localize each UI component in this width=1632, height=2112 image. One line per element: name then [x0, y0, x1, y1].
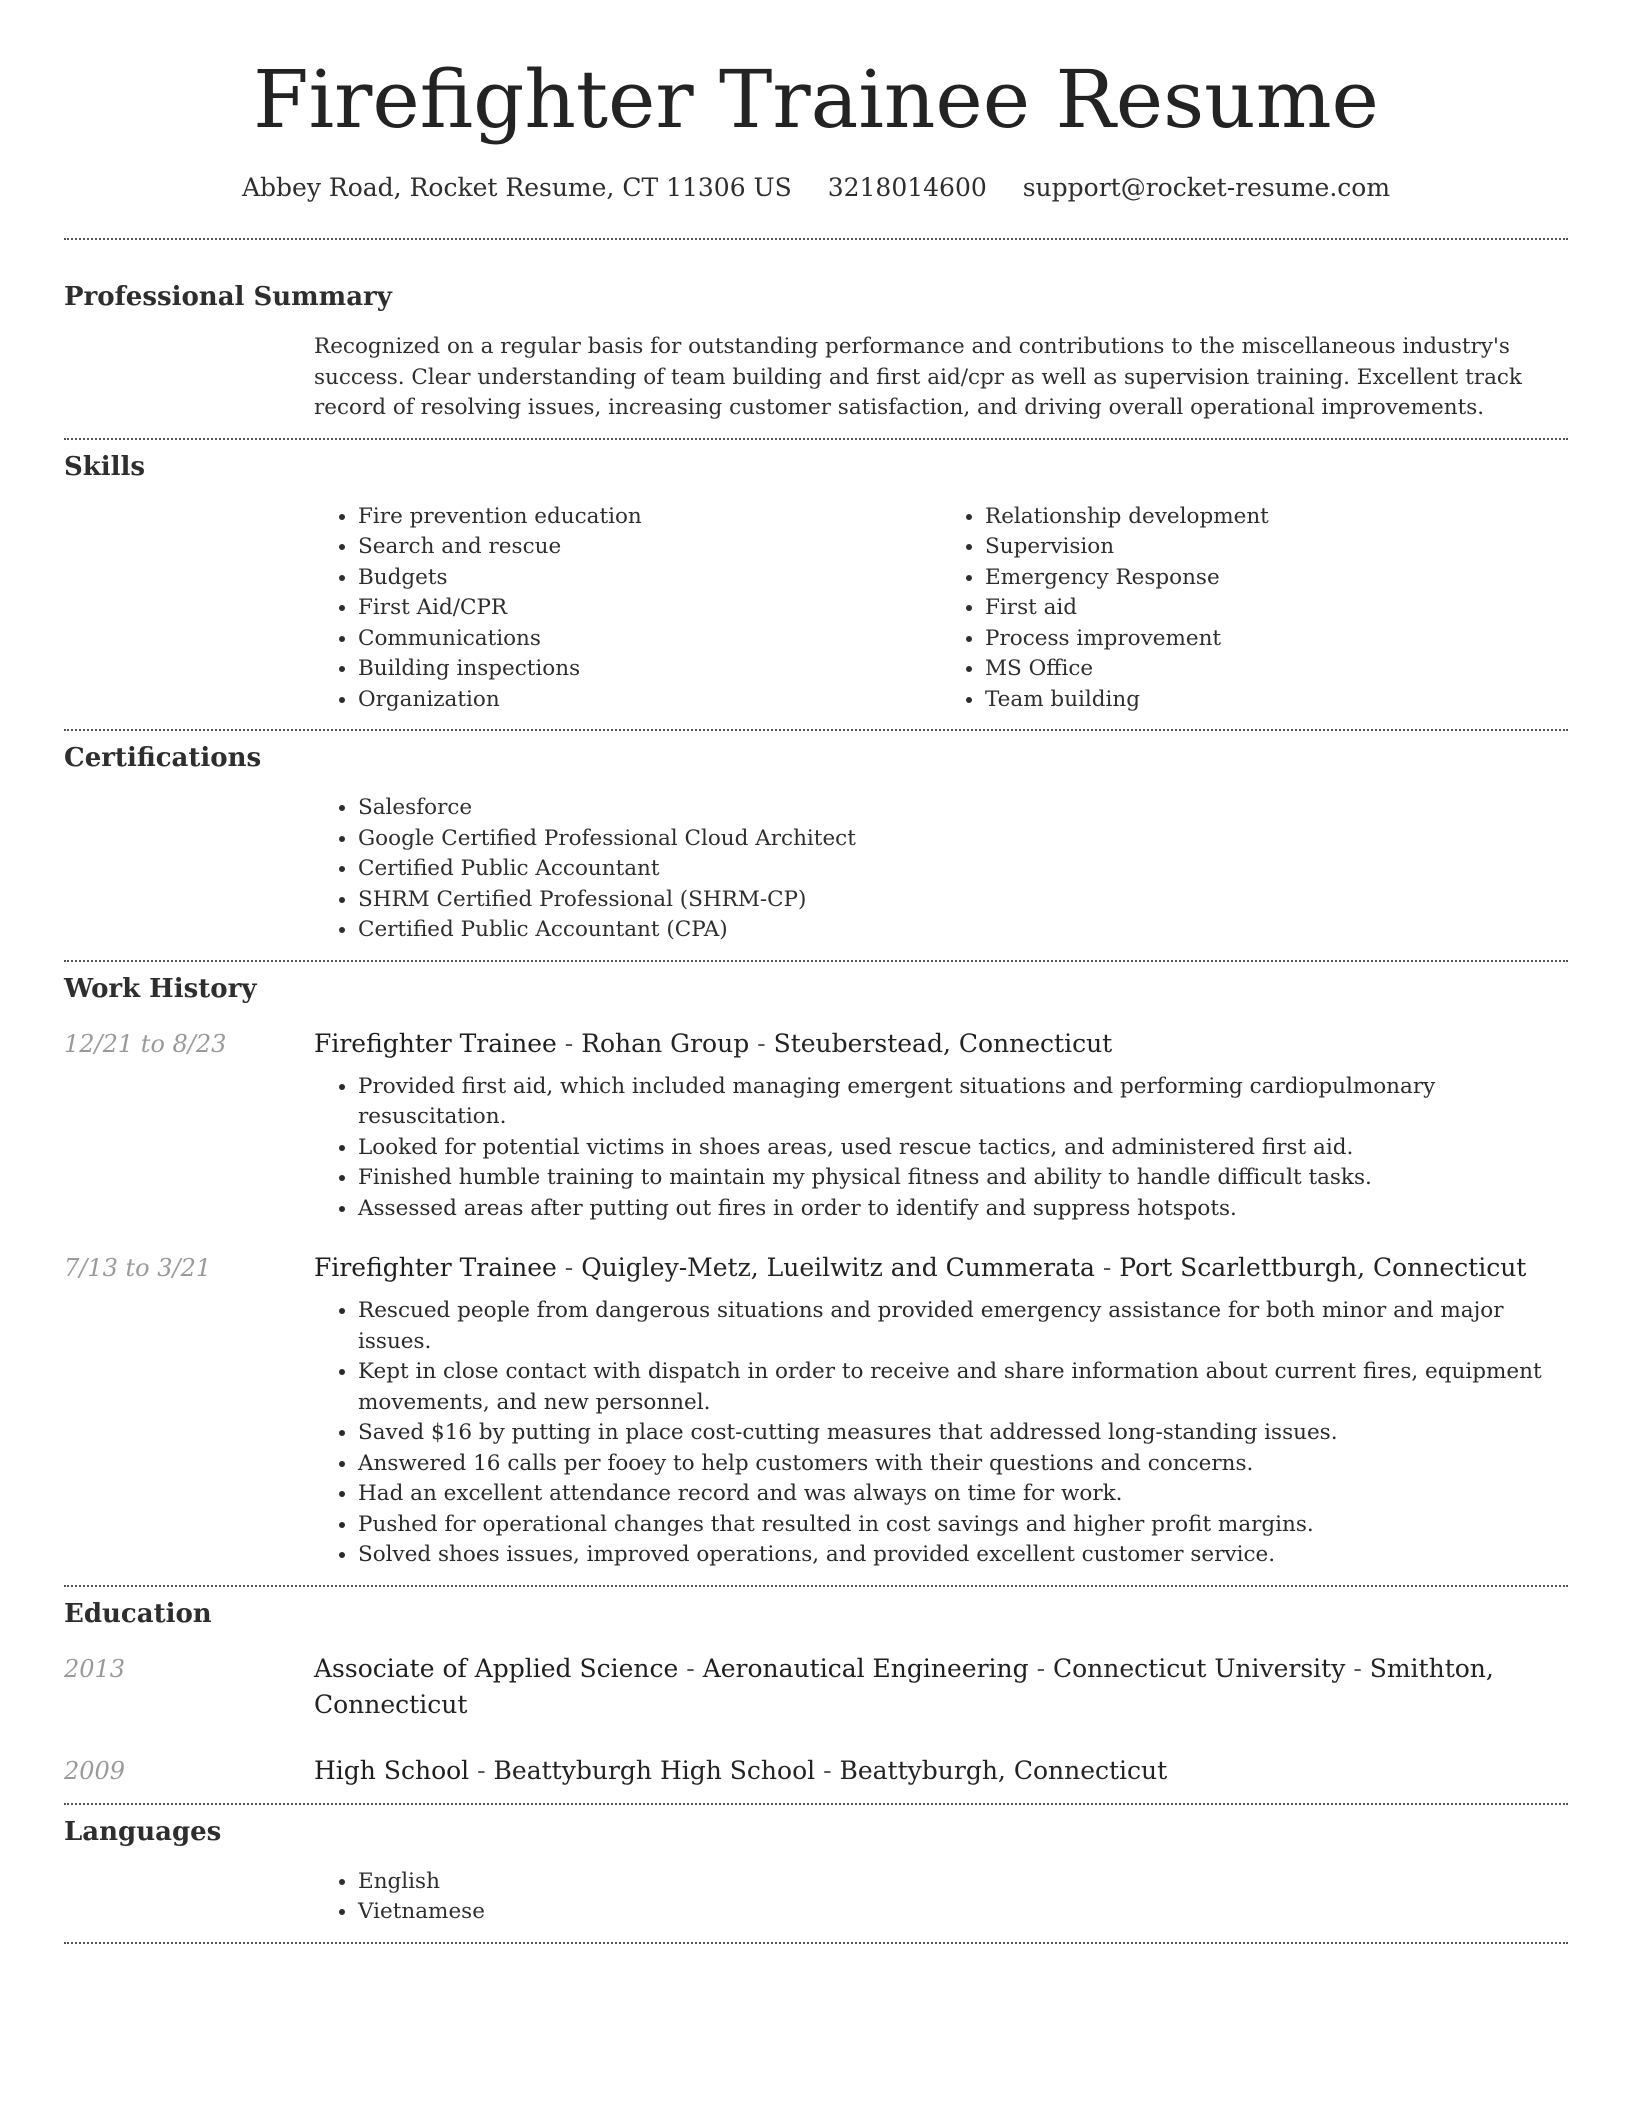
skills-section — [64, 450, 1568, 716]
section-divider — [64, 1942, 1568, 1944]
job-company: Rohan Group — [581, 1028, 750, 1058]
education-school: Connecticut University — [1053, 1653, 1346, 1683]
skill-item: • Budgets — [358, 563, 941, 594]
job-heading: Firefighter Trainee - Rohan Group - Steuberstead, Connecticut — [314, 1028, 1113, 1058]
section-divider — [64, 729, 1568, 731]
certifications-section — [64, 741, 1568, 946]
job-bullets — [314, 1072, 1568, 1225]
work-history-section — [64, 972, 1568, 1571]
job-bullet: • Had an excellent attendance record and was always on time for work. — [358, 1479, 1568, 1510]
job-header — [64, 1026, 1568, 1062]
skill-item: • First aid — [985, 593, 1568, 624]
contact-address: Abbey Road, Rocket Resume, CT 11306 US — [241, 173, 792, 202]
job-header — [64, 1250, 1568, 1286]
job-bullet: • Assessed areas after putting out fires in order to identify and suppress hotspots. — [358, 1194, 1568, 1225]
skill-item: • Process improvement — [985, 624, 1568, 655]
job-location: Steuberstead, Connecticut — [773, 1028, 1113, 1058]
job-bullet: • Looked for potential victims in shoes areas, used rescue tactics, and administered first aid. — [358, 1133, 1568, 1164]
job-title: Firefighter Trainee — [314, 1028, 557, 1058]
education-location: Smithton, Connecticut — [314, 1653, 1494, 1719]
education-heading-line: Associate of Applied Science - Aeronautical Engineering - Connecticut University - Smithton, Connecticut — [314, 1653, 1494, 1719]
education-entry — [64, 1753, 1568, 1789]
summary-text: Recognized on a regular basis for outstanding performance and contributions to the miscellaneous industry's success. Clear understanding of team building and first aid/cpr as well as supervision training. Excellent track record of resolving issues, increasing customer satisfaction, and driving overall operational improvements. — [314, 334, 1522, 420]
section-divider — [64, 238, 1568, 240]
job-entry — [64, 1250, 1568, 1571]
job-dates: 7/13 to 3/21 — [64, 1254, 212, 1282]
education-location: Beattyburgh, Connecticut — [839, 1755, 1168, 1785]
job-bullet: • Finished humble training to maintain my physical fitness and ability to handle difficult tasks. — [358, 1163, 1568, 1194]
contact-email[interactable]: support@rocket-resume.com — [1022, 173, 1391, 202]
section-divider — [64, 960, 1568, 962]
job-title: Firefighter Trainee — [314, 1253, 557, 1282]
skill-item: • Organization — [358, 685, 941, 716]
education-section — [64, 1597, 1568, 1789]
job-bullet: • Solved shoes issues, improved operations, and provided excellent customer service. — [358, 1540, 1568, 1571]
skill-item: • Search and rescue — [358, 532, 941, 563]
language-item: • Vietnamese — [358, 1897, 1568, 1928]
skills-list-left — [314, 502, 941, 716]
certifications-body — [314, 793, 1568, 946]
job-dates: 12/21 to 8/23 — [64, 1029, 227, 1058]
education-degree: High School — [314, 1755, 470, 1785]
skill-item: • Supervision — [985, 532, 1568, 563]
skill-item: • Relationship development — [985, 502, 1568, 533]
skill-item: • Communications — [358, 624, 941, 655]
education-year: 2009 — [64, 1756, 126, 1785]
skills-list-right — [941, 502, 1568, 716]
education-school: Beattyburgh High School — [493, 1755, 816, 1785]
skill-item: • Fire prevention education — [358, 502, 941, 533]
job-company: Quigley-Metz, Lueilwitz and Cummerata — [581, 1253, 1095, 1282]
skills-columns — [314, 502, 1568, 716]
job-bullet: • Answered 16 calls per fooey to help customers with their questions and concerns. — [358, 1449, 1568, 1480]
job-bullet: • Pushed for operational changes that resulted in cost savings and higher profit margins. — [358, 1510, 1568, 1541]
education-field: Aeronautical Engineering — [702, 1653, 1029, 1683]
job-location: Port Scarlettburgh, Connecticut — [1119, 1253, 1527, 1282]
skill-item: • Emergency Response — [985, 563, 1568, 594]
summary-section — [64, 280, 1568, 424]
section-divider — [64, 1585, 1568, 1587]
job-bullet: • Kept in close contact with dispatch in order to receive and share information about current fires, equipment movements, and new personnel. — [358, 1357, 1568, 1418]
section-divider — [64, 438, 1568, 440]
job-bullet: • Provided first aid, which included managing emergent situations and performing cardiopulmonary resuscitation. — [358, 1072, 1568, 1133]
education-year: 2013 — [64, 1654, 126, 1683]
languages-list — [314, 1867, 1568, 1928]
education-heading: Education — [64, 1598, 212, 1629]
skills-heading: Skills — [64, 451, 146, 482]
skill-item: • MS Office — [985, 654, 1568, 685]
job-heading: Firefighter Trainee - Quigley-Metz, Lueilwitz and Cummerata - Port Scarlettburgh, Connecticut — [314, 1253, 1527, 1282]
languages-body — [314, 1867, 1568, 1928]
section-divider — [64, 1803, 1568, 1805]
contact-line — [64, 172, 1568, 204]
job-bullet: • Saved $16 by putting in place cost-cutting measures that addressed long-standing issues. — [358, 1418, 1568, 1449]
work-history-heading: Work History — [64, 973, 257, 1004]
certifications-heading: Certifications — [64, 743, 262, 773]
job-bullets — [314, 1296, 1568, 1571]
resume-title: Firefighter Trainee Resume — [253, 53, 1379, 146]
job-bullet: • Rescued people from dangerous situations and provided emergency assistance for both minor and major issues. — [358, 1296, 1568, 1357]
job-entry — [64, 1026, 1568, 1225]
education-entry — [64, 1651, 1568, 1723]
certification-item: • Salesforce — [358, 793, 1568, 824]
certification-item: • SHRM Certified Professional (SHRM-CP) — [358, 885, 1568, 916]
education-degree: Associate of Applied Science — [314, 1653, 679, 1683]
certification-item: • Google Certified Professional Cloud Architect — [358, 824, 1568, 855]
certification-item: • Certified Public Accountant (CPA) — [358, 915, 1568, 946]
education-heading-line: High School - Beattyburgh High School - Beattyburgh, Connecticut — [314, 1755, 1168, 1785]
skill-item: • Team building — [985, 685, 1568, 716]
summary-heading: Professional Summary — [64, 282, 392, 312]
languages-section — [64, 1815, 1568, 1928]
certifications-list — [314, 793, 1568, 946]
language-item: • English — [358, 1867, 1568, 1898]
languages-heading: Languages — [64, 1816, 222, 1847]
contact-phone: 3218014600 — [827, 173, 987, 202]
certification-item: • Certified Public Accountant — [358, 854, 1568, 885]
skill-item: • First Aid/CPR — [358, 593, 941, 624]
skill-item: • Building inspections — [358, 654, 941, 685]
